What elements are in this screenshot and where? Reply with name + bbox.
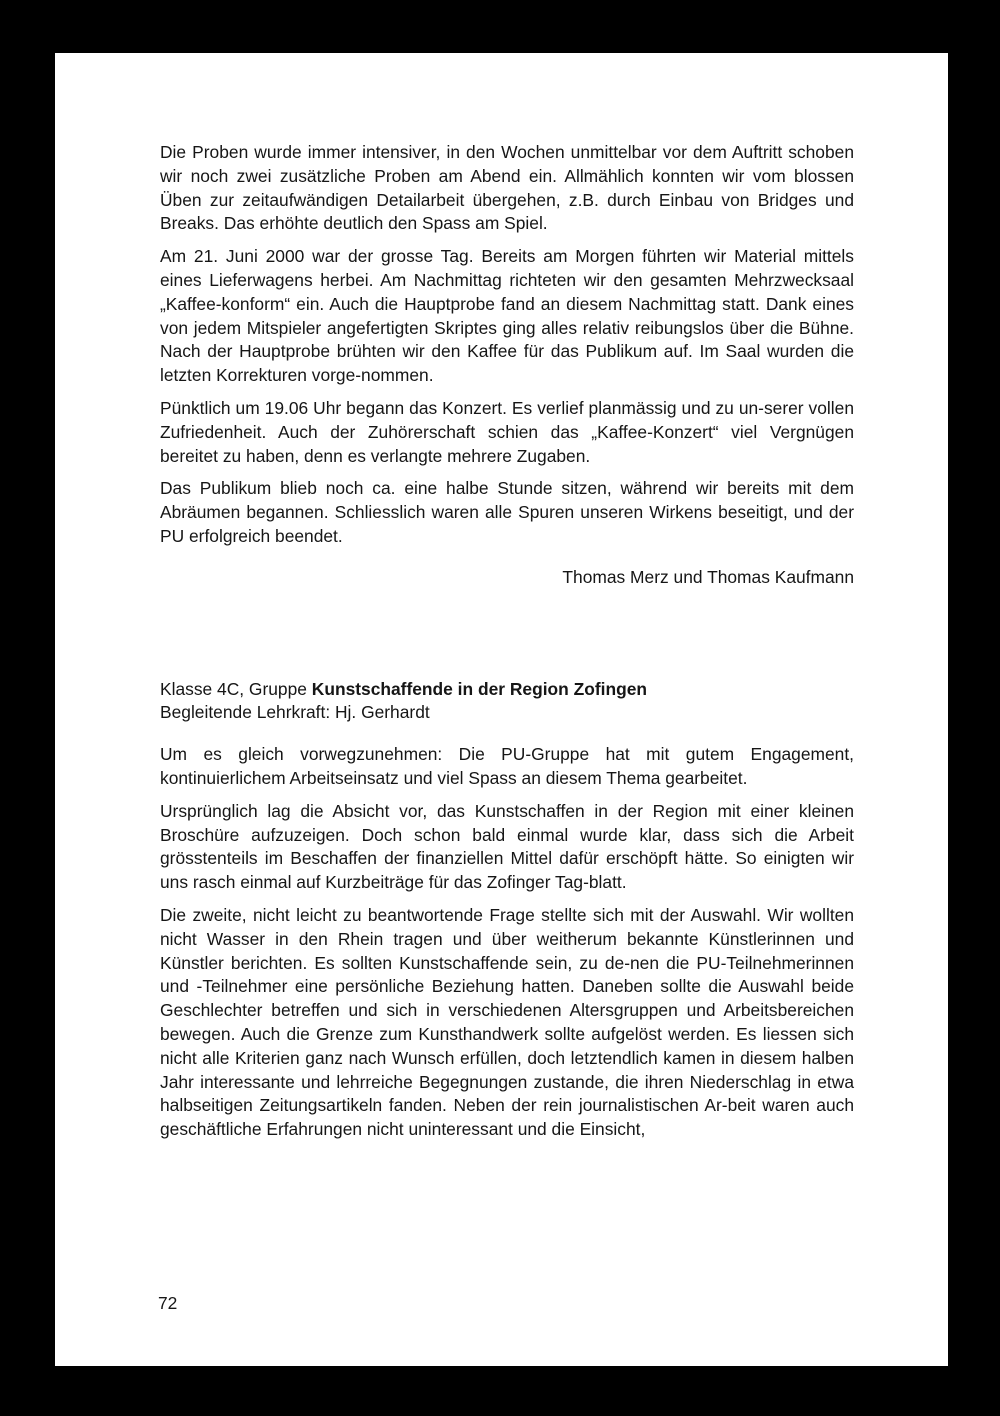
author-signature: Thomas Merz und Thomas Kaufmann [562,566,854,587]
paragraph: Die zweite, nicht leicht zu beantwortende Frage stellte sich mit der Auswahl. Wir wollten nicht Wasser in den Rhein tragen und über weitherum bekannte Künstlerinnen und Künstler berichten. Es sollten Kunstschaffende sein, zu de-nen die PU-Teilnehmerinnen und -Teilnehmer eine persönliche Beziehung hatten. Daneben sollte die Auswahl beide Geschlechter betreffen und sich in verschiedenen Altersgruppen und Arbeitsbereichen bewegen. Auch die Grenze zum Kunsthandwerk sollte aufgelöst werden. Es liessen sich nicht alle Kriterien ganz nach Wunsch erfüllen, doch letztendlich kamen in diesem halben Jahr interessante und lehrreiche Begegnungen zustande, die ihren Niederschlag in etwa halbseitigen Zeitungsartikeln fanden. Neben der rein journalistischen Ar-beit waren auch geschäftliche Erfahrungen nicht uninteressant und die Einsicht, [160,904,854,1140]
document-page [55,53,948,1366]
section-heading [160,678,854,726]
group-name: Kunstschaffende in der Region Zofingen [311,678,648,699]
paragraph: Die Proben wurde immer intensiver, in den Wochen unmittelbar vor dem Auftritt schoben wir noch zwei zusätzliche Proben am Abend ein. Allmählich konnten wir vom blossen Üben zur zeitaufwändigen Detailarbeit übergehen, z.B. durch Einbau von Bridges und Breaks. Das erhöhte deutlich den Spass am Spiel. [160,142,854,234]
paragraph: Am 21. Juni 2000 war der grosse Tag. Bereits am Morgen führten wir Material mittels eines Lieferwagens herbei. Am Nachmittag richteten wir den gesamten Mehrzwecksaal „Kaffee-konform“ ein. Auch die Hauptprobe fand an diesem Nachmittag statt. Dank eines von jedem Mitspieler angefertigten Skriptes ging alles relativ reibungslos über die Bühne. Nach der Hauptprobe brühten wir den Kaffee für das Publikum auf. Im Saal wurden die letzten Korrekturen vorge-nommen. [160,246,854,386]
page-content [160,141,854,1151]
paragraph: Das Publikum blieb noch ca. eine halbe Stunde sitzen, während wir bereits mit dem Abräumen begannen. Schliesslich waren alle Spuren unseren Wirkens beseitigt, und der PU erfolgreich beendet. [160,478,854,546]
page-number: 72 [158,1293,178,1313]
teacher-line: Begleitende Lehrkraft: Hj. Gerhardt [160,702,430,723]
paragraph: Pünktlich um 19.06 Uhr begann das Konzert. Es verlief planmässig und zu un-serer vollen Zufriedenheit. Auch der Zuhörerschaft schien das „Kaffee-Konzert“ viel Vergnügen bereitet zu haben, denn es verlangte mehrere Zugaben. [160,397,854,466]
paragraph: Ursprünglich lag die Absicht vor, das Kunstschaffen in der Region mit einer kleinen Broschüre aufzuzeigen. Doch schon bald einmal wurde klar, dass sich die Arbeit grösstenteils im Beschaffen der finanziellen Mittel dafür erschöpft hätte. So einigten wir uns rasch einmal auf Kurzbeiträge für das Zofinger Tag-blatt. [160,800,854,893]
paragraph: Um es gleich vorwegzunehmen: Die PU-Gruppe hat mit gutem Engagement, kontinuierlichem Arbeitseinsatz und viel Spass an diesem Thema gearbeitet. [160,744,854,788]
class-label: Klasse 4C, Gruppe [160,678,312,699]
